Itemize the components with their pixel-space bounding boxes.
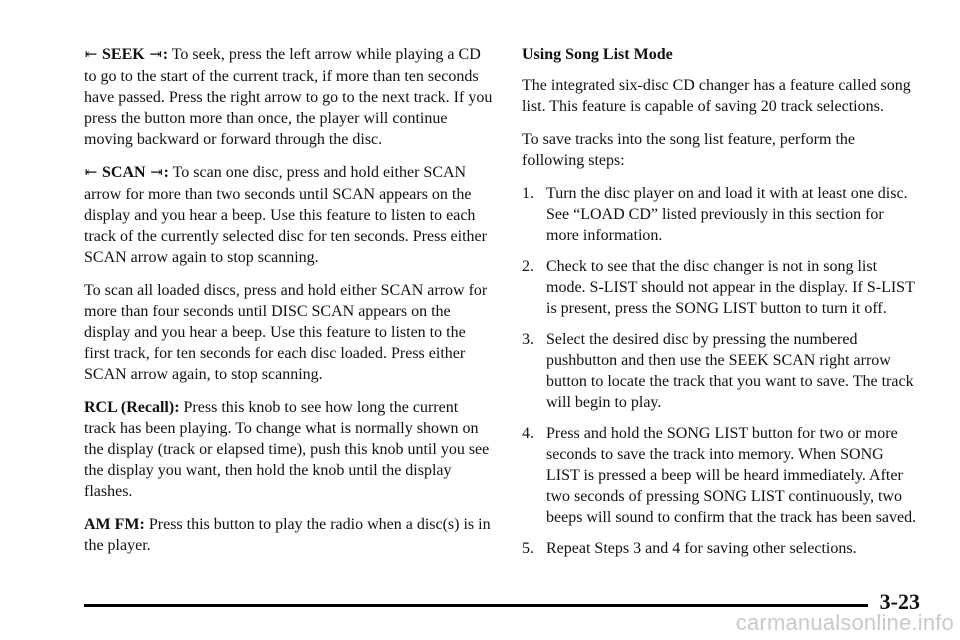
scan-text: To scan one disc, press and hold either SCAN arrow for more than two seconds until SCAN appears on the display and you hear a beep. Use this feature to listen to each track of the currently selected disc for ten seconds. Press either SCAN arrow again to stop scanning. <box>84 164 487 266</box>
step-number: 3. <box>522 331 534 348</box>
scan-label: ⇤ SCAN ⇥: <box>84 164 169 181</box>
scan-forward-arrow-icon: ⇥ <box>150 165 163 181</box>
step-text: Select the desired disc by pressing the numbered pushbutton and then use the SEEK SCAN right arrow button to locate the track that you want to save. The track will begin to play. <box>546 331 914 411</box>
amfm-text: Press this button to play the radio when a disc(s) is in the player. <box>84 516 491 554</box>
step-number: 4. <box>522 425 534 442</box>
seek-forward-arrow-icon: ⇥ <box>149 47 162 63</box>
step-text: Press and hold the SONG LIST button for two or more seconds to save the track into memory. When SONG LIST is pressed a beep will be heard immediately. After two seconds of pressing SONG LIST continuously, two beeps will sound to confirm that the track has been saved. <box>546 425 917 526</box>
step-text: Repeat Steps 3 and 4 for saving other selections. <box>546 540 857 557</box>
step-text: Turn the disc player on and load it with at least one disc. See “LOAD CD” listed previously in this section for more information. <box>546 185 908 244</box>
intro-paragraph: The integrated six‐disc CD changer has a feature called song list. This feature is capable of saving 20 track selections. <box>522 77 911 115</box>
step-text: Check to see that the disc changer is not in song list mode. S‐LIST should not appear in the display. If S‐LIST is present, press the SONG LIST button to turn it off. <box>546 258 915 317</box>
step-number: 5. <box>522 540 534 557</box>
rcl-paragraph <box>84 397 494 502</box>
list-item <box>522 329 920 413</box>
footer-rule <box>84 604 868 607</box>
amfm-paragraph <box>84 514 494 556</box>
steps-intro-paragraph: To save tracks into the song list feature, perform the following steps: <box>522 131 855 169</box>
right-column <box>522 44 920 569</box>
amfm-label: AM FM: <box>84 516 145 533</box>
step-number: 1. <box>522 185 534 202</box>
watermark: carmanualsonline.info <box>735 610 954 635</box>
step-number: 2. <box>522 258 534 275</box>
list-item <box>522 423 920 528</box>
left-column <box>84 44 494 568</box>
rcl-label: RCL (Recall): <box>84 399 180 416</box>
page-number: 3-23 <box>879 589 920 614</box>
rcl-text: Press this knob to see how long the current track has been playing. To change what is normally shown on the display (track or elapsed time), push this knob until you see the display you want, then hold the knob until the display flashes. <box>84 399 490 500</box>
scan-all-paragraph: To scan all loaded discs, press and hold either SCAN arrow for more than four seconds until DISC SCAN appears on the display and you hear a beep. Use this feature to listen to the first track, for ten seconds for each disc loaded. Press either SCAN arrow again, to stop scanning. <box>84 282 488 383</box>
list-item <box>522 256 920 319</box>
scan-back-arrow-icon: ⇤ <box>84 165 98 181</box>
scan-paragraph <box>84 162 494 268</box>
list-item <box>522 538 920 559</box>
seek-text: To seek, press the left arrow while playing a CD to go to the start of the current track, if more than ten seconds have passed. Press the right arrow to go to the next track. If you press the button more than once, the player will continue moving backward or forward through the disc. <box>84 46 493 148</box>
section-heading: Using Song List Mode <box>522 46 673 63</box>
seek-paragraph <box>84 44 494 150</box>
seek-back-arrow-icon: ⇤ <box>84 47 98 63</box>
steps-list <box>522 183 920 559</box>
list-item <box>522 183 920 246</box>
seek-label: ⇤ SEEK ⇥: <box>84 46 168 63</box>
